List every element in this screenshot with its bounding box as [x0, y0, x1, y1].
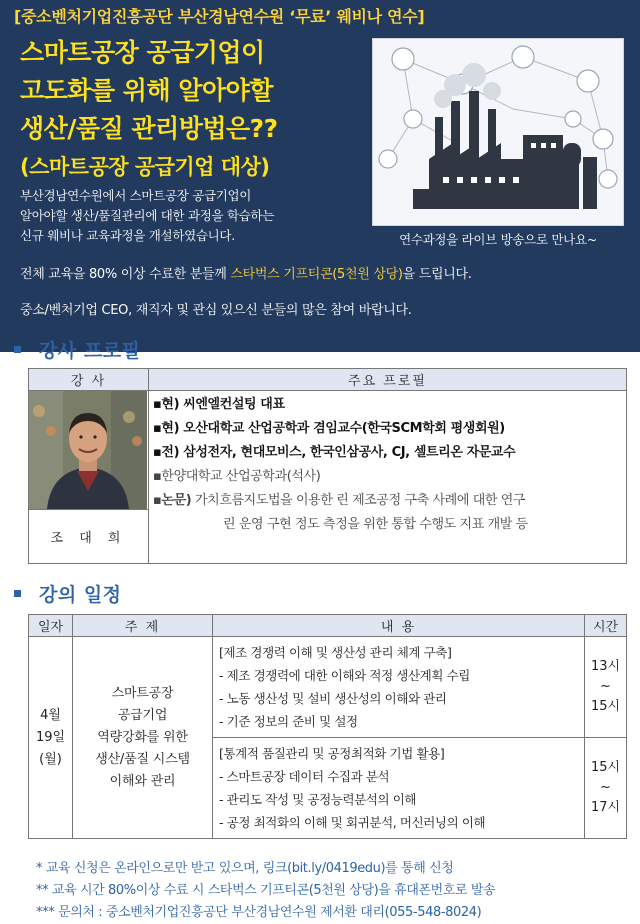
time-end: 15시: [590, 699, 621, 714]
schedule-table: [28, 614, 627, 839]
profile-item: ▪현) 오산대학교 산업공학과 겸임교수(한국SCM학회 평생회원): [153, 421, 505, 436]
profile-item-paper: [153, 489, 622, 537]
instructor-name: 조 대 희: [29, 510, 149, 564]
profile-item: ▪한양대학교 산업공학과(석사): [153, 469, 321, 484]
reward-text-before: 전체 교육을 80% 이상 수료한 분들께: [20, 267, 231, 282]
profile-list: [149, 391, 627, 564]
session-item: - 기준 정보의 준비 및 설정: [219, 714, 358, 729]
note-line: ** 교육 시간 80%이상 수료 시 스타벅스 기프티콘(5천원 상당)을 휴대폰번호로 발송: [36, 883, 496, 898]
session-content: [213, 637, 585, 738]
hero-banner: [0, 0, 640, 352]
column-header-profile: 주요 프로필: [149, 369, 627, 391]
notes: [36, 858, 626, 924]
topic-line: 스마트공장: [111, 685, 174, 701]
subheadline: (스마트공장 공급기업 대상): [20, 155, 270, 179]
factory-network-icon: [373, 39, 624, 226]
profile-item: ▪전) 삼성전자, 현대모비스, 한국인삼공사, CJ, 셀트리온 자문교수: [153, 445, 516, 460]
session-content: [213, 738, 585, 839]
column-header-content: 내 용: [213, 615, 585, 637]
date-month: 4월: [40, 707, 61, 723]
image-caption: 연수과정을 라이브 방송으로 만나요~: [399, 232, 597, 247]
time-separator: ~: [600, 679, 611, 694]
reward-text-after: 을 드립니다.: [402, 267, 472, 282]
session-heading: [통계적 품질관리 및 공정최적화 기법 활용]: [219, 746, 445, 761]
profile-table: [28, 368, 627, 564]
paper-text: 가치흐름지도법을 이용한 린 제조공정 구축 사례에 대한 연구: [191, 493, 526, 508]
profile-section-heading: [14, 336, 140, 362]
headline-line: 생산/품질 관리방법은??: [20, 114, 278, 143]
column-header-date: 일자: [29, 615, 73, 637]
session-heading: [제조 경쟁력 이해 및 생산성 관리 체계 구축]: [219, 645, 452, 660]
square-bullet-icon: [14, 346, 21, 353]
date-weekday: (월): [39, 751, 62, 767]
time-start: 13시: [590, 659, 621, 674]
session-item: - 노동 생산성 및 설비 생산성의 이해와 관리: [219, 691, 447, 706]
session-item: - 관리도 작성 및 공정능력분석의 이해: [219, 792, 417, 807]
time-end: 17시: [590, 800, 621, 815]
intro-line: 부산경남연수원에서 스마트공장 공급기업이: [20, 188, 252, 203]
square-bullet-icon: [14, 590, 21, 597]
intro-line: 신규 웨비나 교육과정을 개설하였습니다.: [20, 228, 235, 243]
column-header-instructor: 강 사: [29, 369, 149, 391]
topic-line: 역량강화를 위한: [97, 729, 188, 745]
topic-line: 이해와 관리: [109, 773, 176, 789]
schedule-topic: [73, 637, 213, 839]
time-separator: ~: [600, 780, 611, 795]
instructor-photo: [29, 391, 147, 509]
invite-line: 중소/벤처기업 CEO, 재직자 및 관심 있으신 분들의 많은 참여 바랍니다.: [20, 303, 412, 318]
session-item: - 공정 최적화의 이해 및 회귀분석, 머신러닝의 이해: [219, 815, 486, 830]
session-item: - 스마트공장 데이터 수집과 분석: [219, 769, 390, 784]
column-header-topic: 주 제: [73, 615, 213, 637]
date-day: 19일: [35, 729, 66, 745]
paper-tag: ▪논문): [153, 493, 192, 508]
reward-highlight: 스타벅스 기프티콘(5천원 상당): [230, 267, 403, 282]
column-header-time: 시간: [585, 615, 627, 637]
reward-line: [20, 264, 472, 286]
paper-text-continued: 린 운영 구현 정도 측정을 위한 통합 수행도 지표 개발 등: [223, 517, 528, 532]
session-time: [585, 637, 627, 738]
intro-text: [20, 186, 370, 246]
section-title: 강사 프로필: [39, 339, 141, 362]
intro-line: 알아야할 생산/품질관리에 대한 과정을 학습하는: [20, 208, 275, 223]
headline-line: 스마트공장 공급기업이: [20, 38, 265, 67]
webinar-title: [중소벤처기업진흥공단 부산경남연수원 ‘무료’ 웨비나 연수]: [14, 7, 425, 26]
instructor-portrait-icon: [29, 391, 147, 509]
session-time: [585, 738, 627, 839]
headline: [20, 34, 370, 184]
photo-cell: [29, 391, 149, 510]
topic-line: 공급기업: [117, 707, 168, 723]
section-title: 강의 일정: [39, 583, 122, 606]
session-item: - 제조 경쟁력에 대한 이해와 적정 생산계획 수립: [219, 668, 470, 683]
schedule-section-heading: [14, 580, 122, 606]
headline-line: 고도화를 위해 알아야할: [20, 76, 273, 105]
time-start: 15시: [590, 760, 621, 775]
note-line: * 교육 신청은 온라인으로만 받고 있으며, 링크(bit.ly/0419edu)를 통해 신청: [36, 861, 454, 876]
profile-item: ▪현) 씨엔엘컨설팅 대표: [153, 397, 285, 412]
smart-factory-illustration: [372, 38, 624, 226]
topic-line: 생산/품질 시스템: [95, 751, 190, 767]
note-line: *** 문의처 : 중소벤처기업진흥공단 부산경남연수원 제서환 대리(055-548-8024): [36, 905, 482, 920]
schedule-date: [29, 637, 73, 839]
